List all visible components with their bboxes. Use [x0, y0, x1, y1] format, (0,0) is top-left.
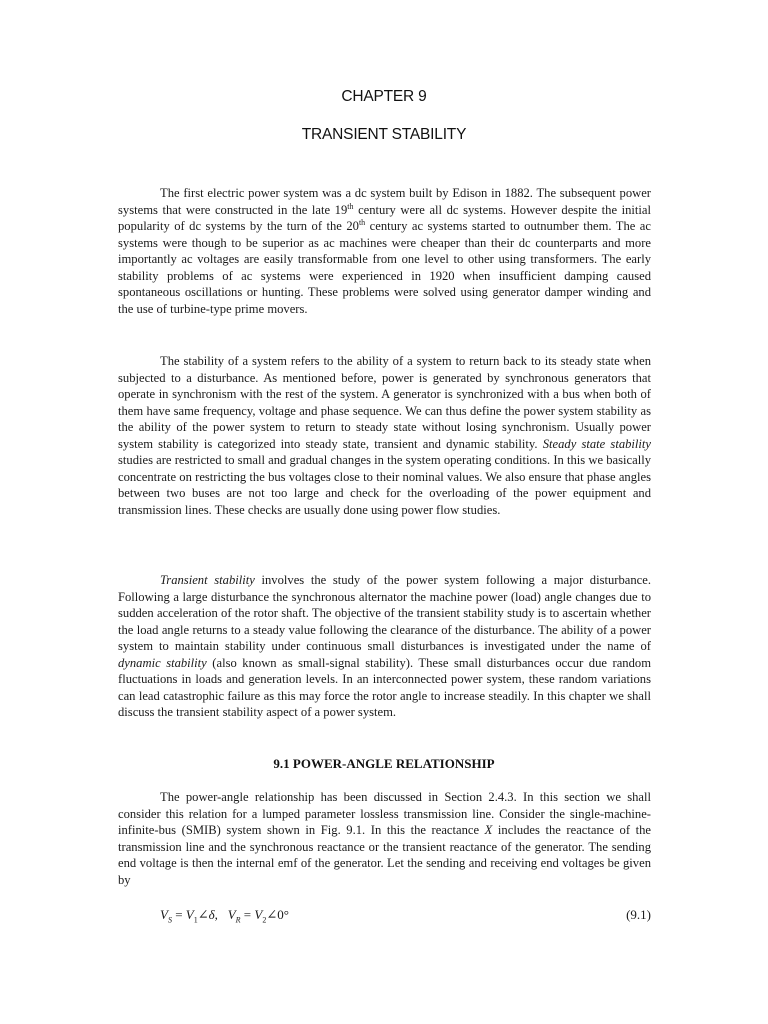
equals-sign: =: [171, 907, 186, 922]
paragraph-text: studies are restricted to small and gradual changes in the system operating conditions. In this we basically concentrate on restricting the bus voltages close to their nominal values. We also ensure that phase angles between two buses are not too large and check for the overloading of the power equipment and transmission lines. These checks are usually done using power flow studies.: [118, 453, 651, 517]
symbol-v: V: [227, 907, 236, 922]
chapter-number: CHAPTER 9: [341, 88, 427, 105]
subscript: R: [235, 915, 241, 925]
paragraph-power-angle: [118, 789, 651, 888]
subscript: S: [167, 915, 172, 925]
subscript: 1: [193, 915, 198, 925]
paragraph-text: The first electric power system was a dc system built by Edison in 1882. The subsequent power systems that were constructed in the late 19: [118, 186, 651, 217]
paragraph-text: includes the reactance of the transmission line and the synchronous reactance or the transient reactance of the generator. The sending end voltage is then the internal emf of the generator. Let the sending and receiving end voltages be given by: [118, 823, 651, 887]
paragraph-text: century ac systems started to outnumber them. The ac systems were though to be superior as ac machines were cheaper than their dc counterparts and more importantly ac voltages are easily transformable from one level to other using transformers. The early stability problems of ac systems were experienced in 1920 when insufficient damping caused spontaneous oscillations or hunting. These problems were solved using generator damper winding and the use of turbine-type prime movers.: [118, 219, 651, 316]
symbol-v: V: [254, 907, 263, 922]
paragraph-text: century were all dc systems. However despite the initial popularity of dc systems by the turn of the 20: [118, 202, 652, 233]
paragraph-stability-definition: [118, 353, 651, 518]
symbol-v: V: [160, 907, 168, 922]
paragraph-text: The stability of a system refers to the ability of a system to return back to its steady state when subjected to a disturbance. As mentioned before, power is generated by synchronous generators that operate in synchronism with the rest of the system. A generator is synchronized with a bus when both of them have same frequency, voltage and phase sequence. We can thus define the power system stability as the ability of the power system to return to steady state without losing synchronism. Usually power system stability is categorized into steady state, transient and dynamic stability.: [118, 354, 651, 451]
section-heading: 9.1 POWER-ANGLE RELATIONSHIP: [273, 756, 495, 771]
paragraph-text: The power-angle relationship has been discussed in Section 2.4.3. In this section we shall consider this relation for a lumped parameter lossless transmission line. Consider the single-machine-infinite-bus (SMIB) system shown in Fig. 9.1. In this the reactance: [118, 790, 651, 837]
chapter-title: TRANSIENT STABILITY: [301, 126, 467, 143]
emphasis-term: Steady state stability: [542, 436, 651, 451]
paragraph-transient-stability: [118, 572, 651, 721]
emphasis-term: dynamic stability: [118, 655, 207, 670]
paragraph-text: involves the study of the power system following a major disturbance. Following a large disturbance the synchronous alternator the machine power (load) angle changes due to sudden acceleration of the rotor shaft. The objective of the transient stability study is to ascertain whether the load angle returns to a steady value following the clearance of the disturbance. The ability of a power system to maintain stability under continuous small disturbances is investigated under the name of: [118, 573, 651, 653]
angle-term: ∠δ,: [197, 907, 218, 922]
paragraph-text: (also known as small-signal stability). These small disturbances occur due random fluctuations in loads and generation levels. In an interconnected power system, these random variations can lead catastrophic failure as this may force the rotor angle to increase steadily. In this chapter we shall discuss the transient stability aspect of a power system.: [118, 655, 651, 719]
equals-sign: =: [240, 907, 255, 922]
spacer: [218, 907, 228, 922]
equation-number: (9.1): [626, 907, 651, 922]
emphasis-term: Transient stability: [160, 573, 255, 587]
superscript: th: [358, 217, 366, 227]
angle-term: ∠0°: [266, 907, 289, 922]
subscript: 2: [262, 915, 267, 925]
paragraph-history: [118, 185, 651, 317]
equation-9-1: [160, 907, 289, 925]
symbol-v: V: [185, 907, 194, 922]
emphasis-symbol: X: [484, 823, 493, 837]
superscript: th: [347, 201, 354, 211]
